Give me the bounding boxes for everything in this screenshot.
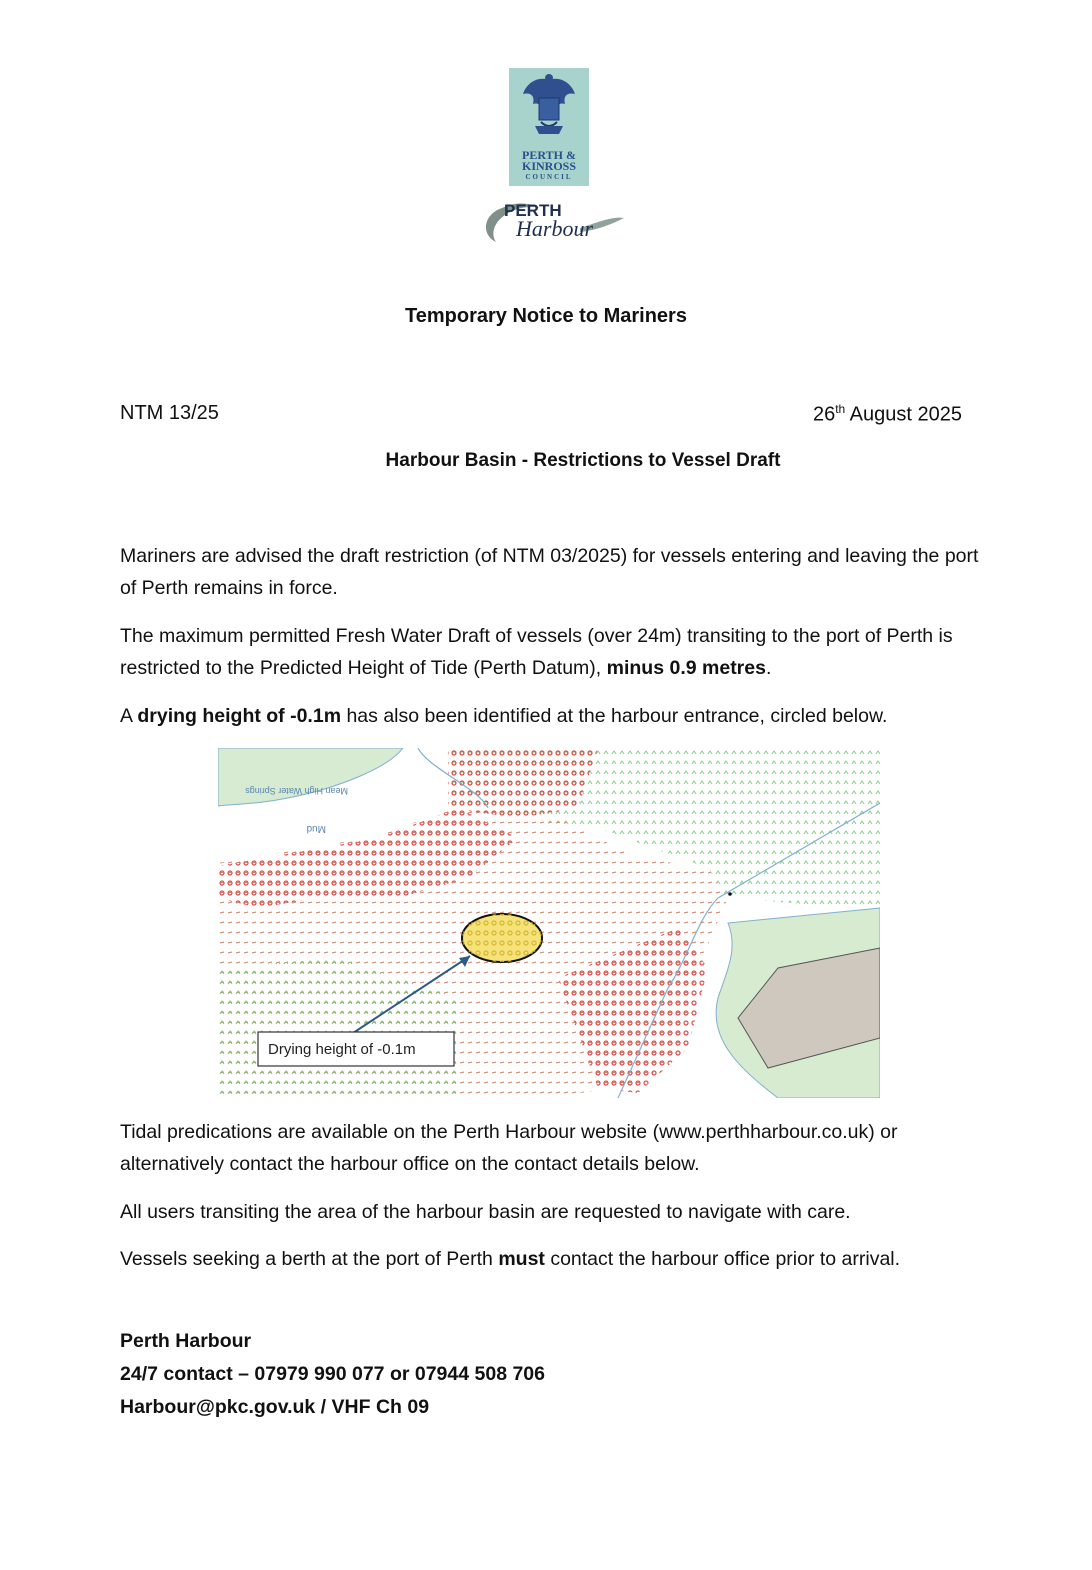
paragraph-berth-contact xyxy=(120,1243,980,1275)
contact-block xyxy=(120,1325,545,1424)
date-suffix: th xyxy=(835,402,846,416)
p6-end: contact the harbour office prior to arrival. xyxy=(544,1248,901,1270)
notice-date xyxy=(813,402,962,427)
council-wordmark xyxy=(509,150,589,182)
p3-text: A xyxy=(120,705,138,727)
paragraph-navigate-care: All users transiting the area of the harbour basin are requested to navigate with care. xyxy=(120,1201,851,1223)
p2-bold: minus 0.9 metres xyxy=(606,657,766,679)
council-line-3: COUNCIL xyxy=(525,173,573,181)
notice-title: Temporary Notice to Mariners xyxy=(405,305,687,327)
p6-bold: must xyxy=(498,1248,545,1270)
date-month-year: August 2025 xyxy=(845,403,962,426)
p6-text: Vessels seeking a berth at the port of Perth xyxy=(120,1248,499,1270)
notice-reference: NTM 13/25 xyxy=(120,402,219,424)
paragraph-tidal-predictions: Tidal predications are available on the Perth Harbour website (www.perthharbour.co.uk) or alternatively contact the harbour office on the contact details below. xyxy=(120,1121,898,1175)
survey-map-graphic xyxy=(218,748,880,1098)
contact-name: Perth Harbour xyxy=(120,1330,252,1352)
survey-map xyxy=(218,748,880,1098)
contact-email-vhf[interactable]: Harbour@pkc.gov.uk / VHF Ch 09 xyxy=(120,1396,430,1418)
map-label-mud: Mud xyxy=(306,823,326,834)
paragraph-max-draft xyxy=(120,620,980,684)
council-line-2: KINROSS xyxy=(521,159,577,173)
p2-text: The maximum permitted Fresh Water Draft of vessels (over 24m) transiting to the port of Perth is restricted to the Predicted Height of Tide (Perth Datum), xyxy=(120,625,953,679)
paragraph-drying-height xyxy=(120,700,980,732)
callout-label: Drying height of -0.1m xyxy=(268,1041,416,1058)
paragraph-draft-restriction: Mariners are advised the draft restriction (of NTM 03/2025) for vessels entering and leaving the port of Perth remains in force. xyxy=(120,545,979,599)
harbour-swoosh-icon xyxy=(480,190,630,250)
perth-harbour-logo xyxy=(480,190,630,250)
date-day: 26 xyxy=(812,403,836,426)
p2-end: . xyxy=(765,657,772,679)
contact-phone[interactable]: 24/7 contact – 07979 990 077 or 07944 508 706 xyxy=(120,1363,545,1385)
council-line-1: PERTH & xyxy=(522,148,576,162)
harbour-logo-word-1: PERTH xyxy=(504,201,562,220)
harbour-logo-word-2: Harbour xyxy=(516,216,594,241)
p3-bold: drying height of -0.1m xyxy=(137,705,342,727)
p3-end: has also been identified at the harbour entrance, circled below. xyxy=(341,705,888,727)
map-label-springs: Mean High Water Springs xyxy=(245,786,348,796)
notice-subtitle: Harbour Basin - Restrictions to Vessel Draft xyxy=(385,450,781,471)
